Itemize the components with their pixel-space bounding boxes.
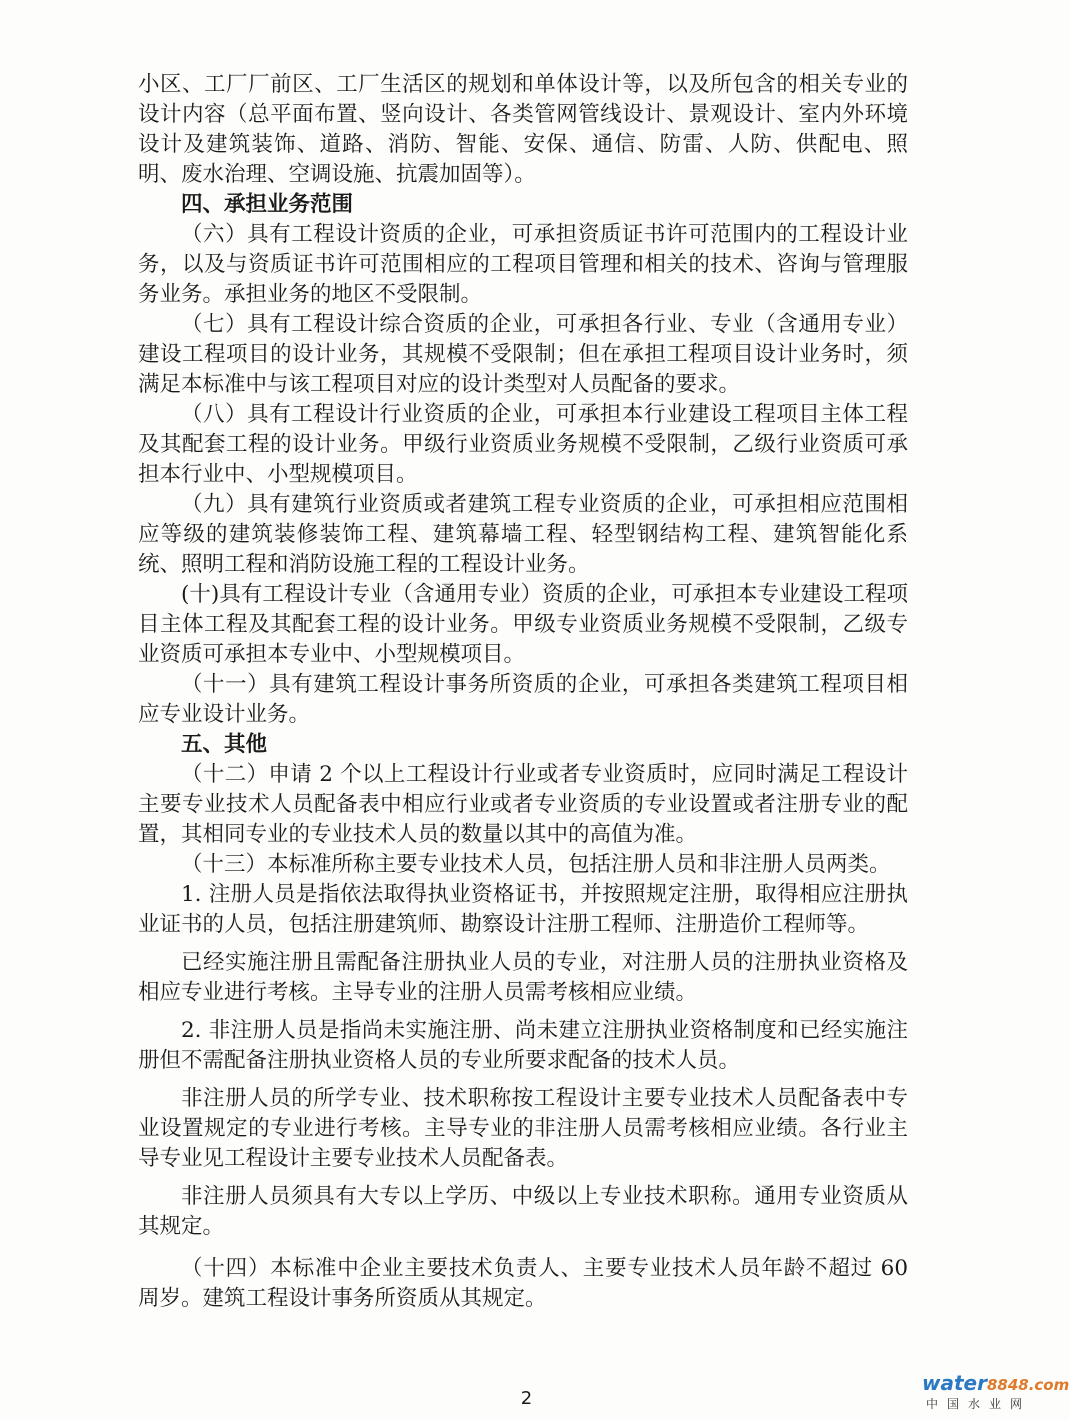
watermark-logo-main: water [922,1371,987,1395]
section-heading: 五、其他 [181,732,268,757]
watermark-logo-text [922,1371,1069,1396]
section-heading: 四、承担业务范围 [181,192,354,217]
paragraph: （十三）本标准所称主要专业技术人员，包括注册人员和非注册人员两类。 [181,852,891,877]
paragraph: （十四）本标准中企业主要技术负责人、主要专业技术人员年龄不超过 60 周岁。建筑工程设计事务所资质从其规定。 [138,1256,908,1311]
paragraph: (十)具有工程设计专业（含通用专业）资质的企业，可承担本专业建设工程项目主体工程及其配套工程的设计业务。甲级专业资质业务规模不受限制，乙级专业资质可承担本专业中、小型规模项目。 [138,582,908,667]
watermark-logo [922,1371,1069,1416]
paragraph: 非注册人员须具有大专以上学历、中级以上专业技术职称。通用专业资质从其规定。 [138,1184,908,1239]
paragraph: 1. 注册人员是指依法取得执业资格证书，并按照规定注册，取得相应注册执业证书的人员，包括注册建筑师、勘察设计注册工程师、注册造价工程师等。 [138,882,908,937]
paragraph: （八）具有工程设计行业资质的企业，可承担本行业建设工程项目主体工程及其配套工程的设计业务。甲级行业资质业务规模不受限制，乙级行业资质可承担本行业中、小型规模项目。 [138,402,908,487]
page-number: 2 [520,1388,533,1409]
paragraph: 2. 非注册人员是指尚未实施注册、尚未建立注册执业资格制度和已经实施注册但不需配备注册执业资格人员的专业所要求配备的技术人员。 [138,1018,908,1073]
paragraph: （十一）具有建筑工程设计事务所资质的企业，可承担各类建筑工程项目相应专业设计业务。 [138,672,908,727]
paragraph: （九）具有建筑行业资质或者建筑工程专业资质的企业，可承担相应范围相应等级的建筑装修装饰工程、建筑幕墙工程、轻型钢结构工程、建筑智能化系统、照明工程和消防设施工程的工程设计业务。 [138,492,908,577]
watermark-logo-num: 8848.com [986,1376,1069,1394]
body-text [138,70,908,1314]
paragraph: 小区、工厂厂前区、工厂生活区的规划和单体设计等，以及所包含的相关专业的设计内容（总平面布置、竖向设计、各类管网管线设计、景观设计、室内外环境设计及建筑装饰、道路、消防、智能、安保、通信、防雷、人防、供配电、照明、废水治理、空调设施、抗震加固等）。 [138,72,908,187]
paragraph: 非注册人员的所学专业、技术职称按工程设计主要专业技术人员配备表中专业设置规定的专业进行考核。主导专业的非注册人员需考核相应业绩。各行业主导专业见工程设计主要专业技术人员配备表。 [138,1086,908,1171]
paragraph: （七）具有工程设计综合资质的企业，可承担各行业、专业（含通用专业）建设工程项目的设计业务，其规模不受限制；但在承担工程项目设计业务时，须满足本标准中与该工程项目对应的设计类型对人员配备的要求。 [138,312,908,397]
watermark-subtitle: 中国水业网 [926,1397,1032,1411]
paragraph: （十二）申请 2 个以上工程设计行业或者专业资质时，应同时满足工程设计主要专业技术人员配备表中相应行业或者专业资质的专业设置或者注册专业的配置，其相同专业的专业技术人员的数量以其中的高值为准。 [138,762,908,847]
paragraph: （六）具有工程设计资质的企业，可承担资质证书许可范围内的工程设计业务，以及与资质证书许可范围相应的工程项目管理和相关的技术、咨询与管理服务业务。承担业务的地区不受限制。 [138,222,908,307]
paragraph: 已经实施注册且需配备注册执业人员的专业，对注册人员的注册执业资格及相应专业进行考核。主导专业的注册人员需考核相应业绩。 [138,950,908,1005]
